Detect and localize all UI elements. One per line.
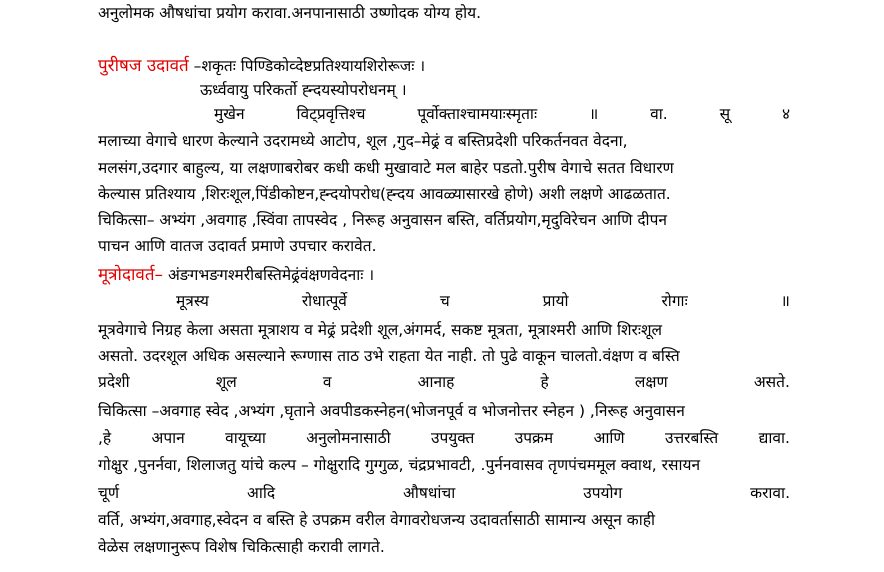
- verse-word: पूर्वोक्ताश्चामयाःस्मृताः: [417, 105, 538, 123]
- verse-word: प्रायो: [542, 292, 569, 310]
- paragraph-line: पाचन आणि वातज उदावर्त प्रमाणे उपचार करावेत.: [98, 237, 377, 255]
- verse-word: ॥: [780, 292, 790, 310]
- paragraph-line-justified: [98, 427, 790, 449]
- verse-line-justified: [176, 290, 790, 312]
- paragraph-line: मूत्रवेगाचे निग्रह केला असता मूत्राशय व मेढ्रं प्रदेशी शूल,अंगमर्द, सकष्ट मूत्रता, मूत्राश्मरी आणि शिरःशूल: [98, 321, 663, 339]
- word: आणि: [593, 429, 625, 447]
- word: व: [322, 373, 332, 391]
- verse-word: मूत्रस्य: [176, 292, 209, 310]
- verse-line: ऊर्ध्ववायु परिकर्तो ह्न्दयस्योपरोधनम् ।: [200, 81, 407, 99]
- text-line: अनुलोमक औषधांचा प्रयोग करावा.अनपानासाठी उष्णोदक योग्य होय.: [98, 4, 482, 22]
- word: आनाह: [417, 373, 455, 391]
- verse-word: सू: [719, 105, 731, 123]
- verse-word: वा.: [650, 105, 668, 123]
- paragraph-line-justified: [98, 482, 790, 504]
- paragraph-line: वेळेस लक्षणानुरूप विशेष चिकित्साही करावी लागते.: [98, 538, 385, 556]
- paragraph-line: केल्यास प्रतिश्याय ,शिरःशूल,पिंडीकोष्टन,ह्न्दयोपरोध(ह्न्दय आवळ्यासारखे होणे) अशी लक्षणे आढळतात.: [98, 185, 671, 203]
- section-heading-purishaj-udavarta: पुरीषज उदावर्त: [98, 56, 189, 76]
- paragraph-line: मलसंग,उदगार बाहुल्य, या लक्षणाबरोबर कधी कधी मुखावाटे मल बाहेर पडतो.पुरीष वेगाचे सतत विधारण: [98, 159, 674, 177]
- word: उत्तरबस्ति: [664, 429, 719, 447]
- word: अनुलोमनासाठी: [306, 429, 391, 447]
- paragraph-line: वर्ति, अभ्यंग,अवगाह,स्वेदन व बस्ति हे उपक्रम वरील वेगावरोधजन्य उदावर्तासाठी सामान्य असून काही: [98, 511, 655, 529]
- word: असते.: [753, 373, 790, 391]
- word: द्यावा.: [758, 429, 790, 447]
- word: प्रदेशी: [98, 373, 130, 391]
- word: चूर्ण: [98, 484, 120, 502]
- verse-word: च: [439, 292, 450, 310]
- section-heading-mutrodavarta: मूत्रोदावर्त–: [98, 265, 164, 285]
- verse-text: अंङगभङगश्मरीबस्तिमेढ्रंवंक्षणवेदनाः ।: [163, 266, 375, 284]
- verse-word: मुखेन: [214, 105, 245, 123]
- verse-word: रोगाः: [661, 292, 688, 310]
- word: ,हे: [98, 429, 112, 447]
- paragraph-line: चिकित्सा– अभ्यंग ,अवगाह ,स्विंवा तापस्वेद , निरूह अनुवासन बस्ति, वर्तिप्रयोग,मृदुविरेचन आणि दीपन: [98, 211, 667, 229]
- word: उपक्रम: [514, 429, 554, 447]
- paragraph-line: चिकित्सा –अवगाह स्वेद ,अभ्यंग ,घृताने अवपीडकस्नेहन(भोजनपूर्व व भोजनोत्तर स्नेहन ) ,निरूह अनुवासन: [98, 402, 685, 420]
- verse-word: ॥: [588, 105, 599, 123]
- word: करावा.: [750, 484, 790, 502]
- word: आदि: [247, 484, 276, 502]
- paragraph-line-justified: [98, 371, 790, 393]
- paragraph-line: गोक्षुर ,पुनर्नवा, शिलाजतु यांचे कल्प – गोक्षुरादि गुग्गुळ, चंद्रप्रभावटी, .पुर्ननवासव तृणपंचममूल क्वाथ, रसायन: [98, 456, 701, 474]
- purish-verse-line: [98, 55, 790, 77]
- word: अपान: [151, 429, 185, 447]
- word: शूल: [215, 373, 237, 391]
- verse-line-justified: [214, 103, 790, 125]
- verse-word: विट्प्रवृत्तिश्च: [296, 105, 366, 123]
- word: वायूच्या: [225, 429, 266, 447]
- word: औषधांचा: [403, 484, 456, 502]
- paragraph-line: असतो. उदरशूल अधिक असल्याने रूग्णास ताठ उभे राहता येत नाही. तो पुढे वाकून चालतो.वंक्षण व बस्ति: [98, 347, 680, 365]
- word: उपयुक्त: [430, 429, 475, 447]
- paragraph-line: मलाच्या वेगाचे धारण केल्याने उदरामध्ये आटोप, शूल ,गुद–मेढ्रं व बस्तिप्रदेशी परिकर्तनवत वेदना,: [98, 132, 628, 150]
- word: लक्षण: [634, 373, 668, 391]
- word: उपयोग: [583, 484, 623, 502]
- verse-text: –शकृतः पिण्डिकोव्देष्टप्रतिश्यायशिरोरूजः ।: [188, 57, 426, 75]
- word: हे: [540, 373, 549, 391]
- verse-word: ४: [781, 105, 790, 123]
- mutra-verse-line: [98, 264, 790, 286]
- verse-word: रोधात्पूर्वे: [301, 292, 347, 310]
